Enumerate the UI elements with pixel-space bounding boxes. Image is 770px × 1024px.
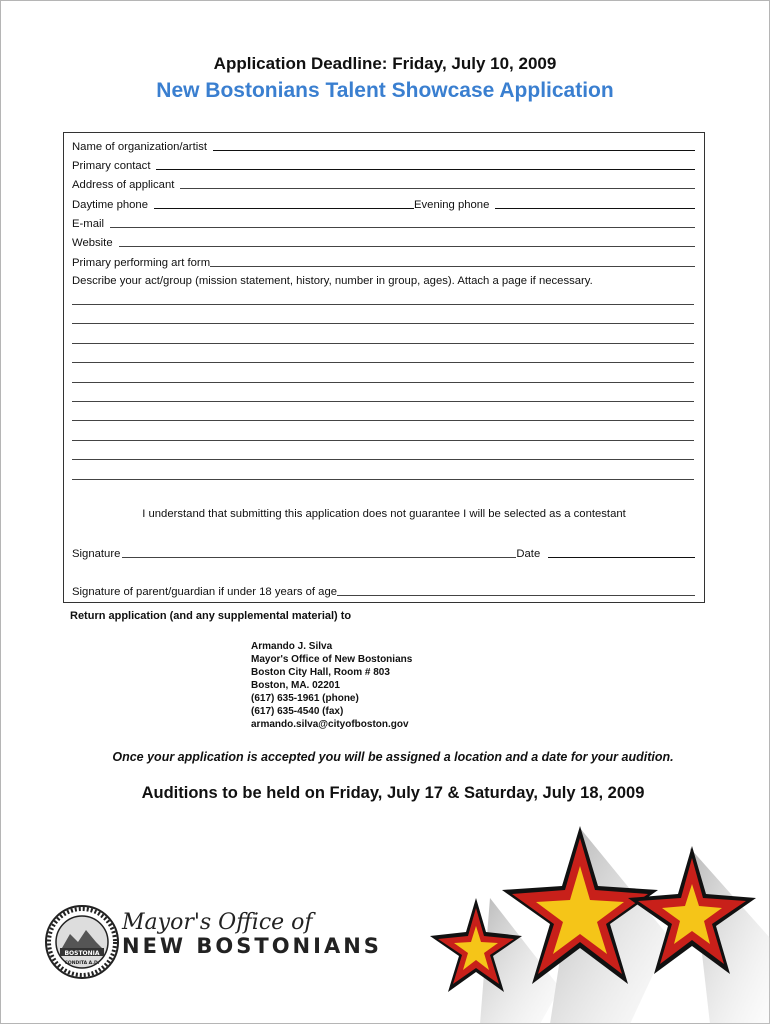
address-line: Boston City Hall, Room # 803 <box>251 667 390 678</box>
description-line[interactable] <box>72 362 694 363</box>
art-form-label: Primary performing art form <box>72 257 211 269</box>
address-line: (617) 635-4540 (fax) <box>251 706 344 717</box>
signature-field-row <box>72 546 695 560</box>
contact-label: Primary contact <box>72 160 151 172</box>
description-line[interactable] <box>72 440 694 441</box>
mailing-address <box>251 640 412 731</box>
description-line[interactable] <box>72 304 694 305</box>
logo-text-line2: NEW BOSTONIANS <box>122 934 382 958</box>
email-input-line[interactable] <box>110 227 695 228</box>
contact-field-row <box>72 158 695 172</box>
description-line[interactable] <box>72 401 694 402</box>
eve-phone-input-line[interactable] <box>495 208 695 209</box>
email-address[interactable]: armando.silva@cityofboston.gov <box>251 719 409 730</box>
website-input-line[interactable] <box>119 246 695 247</box>
email-label: E-mail <box>72 218 105 230</box>
describe-label: Describe your act/group (mission statement, history, number in group, ages). Attach a page if necessary. <box>72 275 593 287</box>
logo-text-line1: Mayor's Office of <box>122 910 313 935</box>
address-line: Mayor's Office of New Bostonians <box>251 654 413 665</box>
description-line[interactable] <box>72 479 694 480</box>
guardian-input-line[interactable] <box>337 595 695 596</box>
org-field-row <box>72 139 695 153</box>
guardian-label: Signature of parent/guardian if under 18 years of age <box>72 586 338 598</box>
signature-label: Signature <box>72 548 121 560</box>
org-label: Name of organization/artist <box>72 141 208 153</box>
art-form-field-row <box>72 255 695 269</box>
day-phone-input-line[interactable] <box>154 208 414 209</box>
address-line: Boston, MA. 02201 <box>251 680 340 691</box>
email-field-row <box>72 216 695 230</box>
description-line[interactable] <box>72 382 694 383</box>
date-label: Date <box>516 548 541 560</box>
application-form <box>63 132 705 603</box>
page-title: New Bostonians Talent Showcase Application <box>156 79 614 102</box>
address-line: Armando J. Silva <box>251 641 333 652</box>
contact-input-line[interactable] <box>156 169 695 170</box>
acceptance-note: Once your application is accepted you will be assigned a location and a date for your audition. <box>112 750 674 764</box>
address-input-line[interactable] <box>180 188 695 189</box>
description-line[interactable] <box>72 323 694 324</box>
application-deadline: Application Deadline: Friday, July 10, 2009 <box>213 54 557 73</box>
stars-graphic <box>430 818 770 1024</box>
auditions-dates: Auditions to be held on Friday, July 17 & Saturday, July 18, 2009 <box>141 784 645 802</box>
org-input-line[interactable] <box>213 150 695 151</box>
city-seal-icon <box>44 904 120 980</box>
guardian-field-row <box>72 584 695 598</box>
address-label: Address of applicant <box>72 179 175 191</box>
eve-phone-label: Evening phone <box>413 199 490 211</box>
website-label: Website <box>72 237 113 249</box>
address-line: (617) 635-1961 (phone) <box>251 693 359 704</box>
acknowledgement-text: I understand that submitting this application does not guarantee I will be selected as a contestant <box>142 508 626 520</box>
phone-field-row <box>72 197 695 211</box>
description-line[interactable] <box>72 459 694 460</box>
date-input-line[interactable] <box>548 557 695 558</box>
website-field-row <box>72 235 695 249</box>
art-form-input-line[interactable] <box>210 266 695 267</box>
return-instructions: Return application (and any supplemental material) to <box>70 610 352 622</box>
description-line[interactable] <box>72 343 694 344</box>
description-line[interactable] <box>72 420 694 421</box>
address-field-row <box>72 177 695 191</box>
seal-text-bottom: CONDITA A.D. <box>64 961 100 966</box>
seal-text-top: BOSTONIA <box>64 950 100 957</box>
day-phone-label: Daytime phone <box>72 199 148 211</box>
signature-input-line[interactable] <box>122 557 516 558</box>
